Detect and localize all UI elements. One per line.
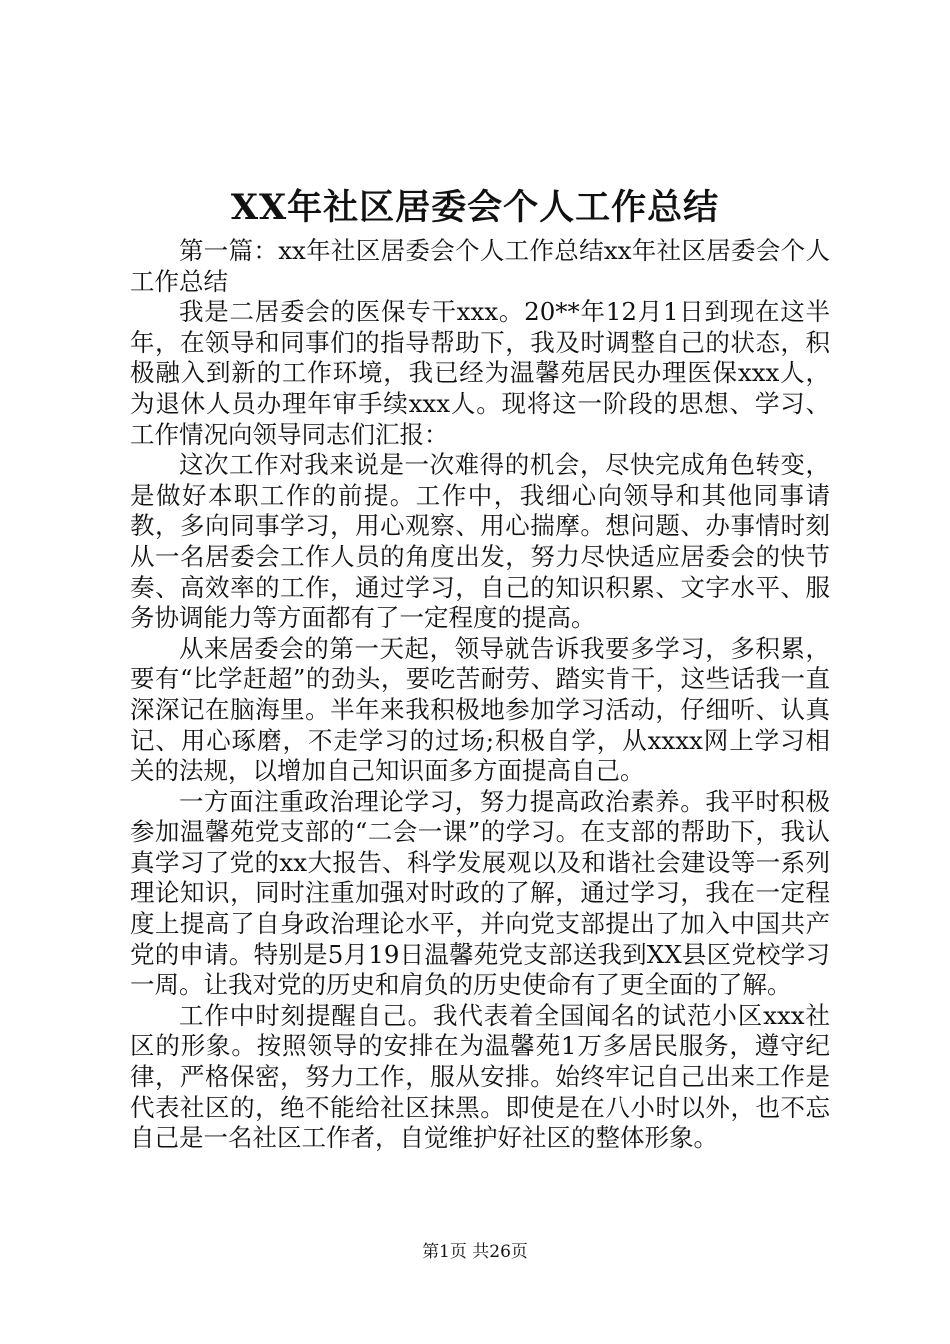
document-body [130, 236, 830, 1154]
paragraph: 我是二居委会的医保专干xxx。20**年12月1日到现在这半年，在领导和同事们的指导帮助下，我及时调整自己的状态，积极融入到新的工作环境，我已经为温馨苑居民办理医保xxx人，为退休人员办理年审手续xxx人。现将这一阶段的思想、学习、工作情况向领导同志们汇报： [130, 297, 830, 449]
paragraph: 一方面注重政治理论学习，努力提高政治素养。我平时积极参加温馨苑党支部的“二会一课”的学习。在支部的帮助下，我认真学习了党的xx大报告、科学发展观以及和谐社会建设等一系列理论知识，同时注重加强对时政的了解，通过学习，我在一定程度上提高了自身政治理论水平，并向党支部提出了加入中国共产党的申请。特别是5月19日温馨苑党支部送我到XX县区党校学习一周。让我对党的历史和肩负的历史使命有了更全面的了解。 [130, 786, 830, 1000]
page-footer: 第1页 共26页 [422, 1242, 528, 1262]
paragraph: 从来居委会的第一天起，领导就告诉我要多学习，多积累，要有“比学赶超”的劲头，要吃苦耐劳、踏实肯干，这些话我一直深深记在脑海里。半年来我积极地参加学习活动，仔细听、认真记、用心琢磨，不走学习的过场;积极自学，从xxxx网上学习相关的法规，以增加自己知识面多方面提高自己。 [130, 633, 830, 786]
paragraph: 第一篇：xx年社区居委会个人工作总结xx年社区居委会个人工作总结 [130, 236, 830, 296]
page-title: XX年社区居委会个人工作总结 [230, 187, 720, 228]
paragraph: 这次工作对我来说是一次难得的机会，尽快完成角色转变，是做好本职工作的前提。工作中，我细心向领导和其他同事请教，多向同事学习，用心观察、用心揣摩。想问题、办事情时刻从一名居委会工作人员的角度出发，努力尽快适应居委会的快节奏、高效率的工作，通过学习，自己的知识积累、文字水平、服务协调能力等方面都有了一定程度的提高。 [130, 450, 830, 633]
paragraph: 工作中时刻提醒自己。我代表着全国闻名的试范小区xxx社区的形象。按照领导的安排在为温馨苑1万多居民服务，遵守纪律，严格保密，努力工作，服从安排。始终牢记自己出来工作是代表社区的，绝不能给社区抹黑。即使是在八小时以外，也不忘自己是一名社区工作者，自觉维护好社区的整体形象。 [130, 1000, 830, 1153]
